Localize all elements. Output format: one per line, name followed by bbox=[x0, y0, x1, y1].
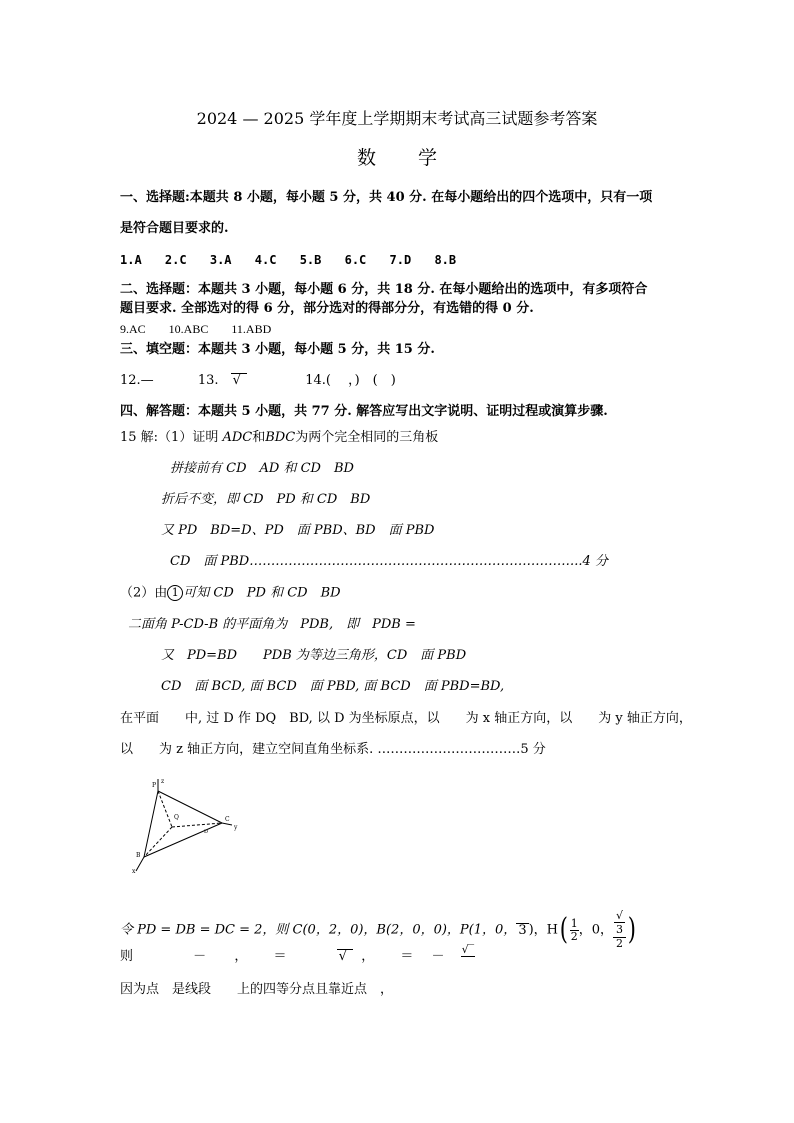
answer-2: 2.C bbox=[164, 253, 187, 267]
solution-line-6 bbox=[120, 585, 341, 602]
sqrt-symbol-2: √ bbox=[338, 949, 352, 964]
answer-12: 12.— bbox=[120, 373, 154, 388]
solution-line-13 bbox=[120, 944, 475, 969]
solution-line-11: 以 为 z 轴正方向，建立空间直角坐标系. ……………………………5 分 bbox=[120, 742, 546, 757]
label-p: P bbox=[152, 782, 157, 789]
solution-label: 15 解:（1）证明 bbox=[120, 430, 219, 445]
frac-num: 1 bbox=[570, 916, 578, 930]
answer-11: 11.ABD bbox=[231, 322, 272, 336]
solution-line-2: 拼接前有 CD AD 和 CD BD bbox=[170, 461, 354, 476]
answer-4: 4.C bbox=[254, 253, 277, 267]
coordinate-figure bbox=[128, 775, 248, 875]
solution-line-5: CD 面 PBD…………………………………………………………………..4 分 bbox=[170, 554, 608, 569]
fraction-half bbox=[570, 918, 579, 943]
answer-10: 10.ABC bbox=[168, 322, 209, 336]
solution-line-7: 二面角 P-CD-B 的平面角为 PDB, 即 PDB = bbox=[128, 617, 416, 632]
answer-14: 14.( ，) ( ) bbox=[305, 373, 396, 388]
sqrt-symbol: √ bbox=[232, 373, 246, 388]
part2-text: 可知 CD PD 和 CD BD bbox=[183, 585, 341, 601]
left-paren: ( bbox=[559, 912, 568, 947]
triangle-bdc: BDC bbox=[265, 430, 296, 445]
answer-9: 9.AC bbox=[120, 322, 146, 336]
frac-den: 2 bbox=[570, 929, 578, 943]
coordinates-mid: ，0， bbox=[578, 922, 614, 938]
label-x: x bbox=[132, 868, 136, 875]
answer-13: 13. bbox=[197, 373, 219, 388]
frac-top: √‾ bbox=[461, 943, 475, 956]
section4-heading: 四、解答题：本题共 5 小题，共 77 分. 解答应写出文字说明、证明过程或演算步骤. bbox=[120, 404, 608, 419]
section1-heading-line2: 是符合题目要求的. bbox=[120, 221, 229, 236]
minus-1: － bbox=[193, 949, 207, 964]
statement-text: 为两个完全相同的三角板 bbox=[295, 430, 439, 445]
sqrt-3: 3 bbox=[518, 922, 527, 938]
solution-line-3: 折后不变，即 CD PD 和 CD BD bbox=[161, 492, 371, 507]
frac-bottom bbox=[461, 957, 476, 969]
coordinates-h: )，H bbox=[528, 922, 559, 938]
label-c: C bbox=[225, 816, 230, 823]
sqrt-fraction bbox=[461, 944, 476, 969]
conjunction: 和 bbox=[252, 430, 266, 445]
answer-7: 7.D bbox=[389, 253, 412, 267]
equals-2: ＝ bbox=[400, 949, 414, 964]
comma-2: ， bbox=[361, 949, 375, 964]
right-paren: ) bbox=[627, 912, 636, 947]
section3-heading: 三、填空题：本题共 3 小题，每小题 5 分，共 15 分. bbox=[120, 342, 435, 357]
equals-1: ＝ bbox=[273, 949, 287, 964]
answer-1: 1.A bbox=[120, 253, 142, 267]
answer-3: 3.A bbox=[209, 253, 232, 267]
minus-2: － bbox=[431, 949, 445, 964]
solution-line-10: 在平面 中, 过 D 作 DQ BD, 以 D 为坐标原点，以 为 x 轴正方向，以 为 y 轴正方向， bbox=[120, 711, 692, 726]
part2-label: （2）由 bbox=[120, 585, 168, 601]
section2-heading-line2: 题目要求. 全部选对的得 6 分，部分选对的得部分分，有选错的得 0 分. bbox=[120, 301, 534, 316]
label-b: B bbox=[136, 852, 141, 859]
sqrt-3b: 3 bbox=[616, 923, 624, 936]
solution-line-4: 又 PD BD=D、PD 面 PBD、BD 面 PBD bbox=[161, 523, 435, 538]
section3-answers bbox=[120, 373, 396, 389]
then-label: 则 bbox=[120, 949, 134, 964]
comma-1: ， bbox=[234, 949, 248, 964]
frac-num-sqrt: √ 3 bbox=[613, 910, 626, 938]
solution-line-1 bbox=[120, 430, 438, 446]
frac-den-2: 2 bbox=[616, 937, 624, 950]
subject-title: 数 学 bbox=[356, 147, 456, 169]
coordinates-text: 令 PD = DB = DC = 2，则 C(0，2，0)，B(2，0，0)，P(1，0， bbox=[120, 922, 517, 938]
circled-one: 1 bbox=[167, 585, 183, 601]
answer-6: 6.C bbox=[344, 253, 367, 267]
label-y: y bbox=[234, 824, 238, 831]
fraction-sqrt3-half bbox=[613, 910, 626, 950]
section2-heading-line1: 二、选择题：本题共 3 小题，每小题 6 分，共 18 分. 在每小题给出的选项中，有多项符合 bbox=[120, 282, 648, 297]
section1-answers bbox=[120, 252, 456, 268]
solution-line-14: 因为点 是线段 上的四等分点且靠近点 ， bbox=[120, 982, 394, 997]
section1-heading-line1: 一、选择题:本题共 8 小题，每小题 5 分，共 40 分. 在每小题给出的四个选项中，只有一项 bbox=[120, 190, 653, 205]
solution-line-8: 又 PD=BD PDB 为等边三角形，CD 面 PBD bbox=[161, 648, 467, 663]
section2-answers bbox=[120, 321, 271, 337]
label-q: Q bbox=[174, 814, 179, 821]
page-title: 2024 — 2025 学年度上学期期末考试高三试题参考答案 bbox=[196, 109, 598, 128]
solution-line-9: CD 面 BCD, 面 BCD 面 PBD, 面 BCD 面 PBD=BD, bbox=[161, 679, 505, 694]
answer-8: 8.B bbox=[434, 253, 457, 267]
label-d: D bbox=[204, 829, 209, 835]
answer-5: 5.B bbox=[299, 253, 322, 267]
triangle-adc: ADC bbox=[222, 430, 253, 445]
label-z: z bbox=[161, 778, 165, 785]
